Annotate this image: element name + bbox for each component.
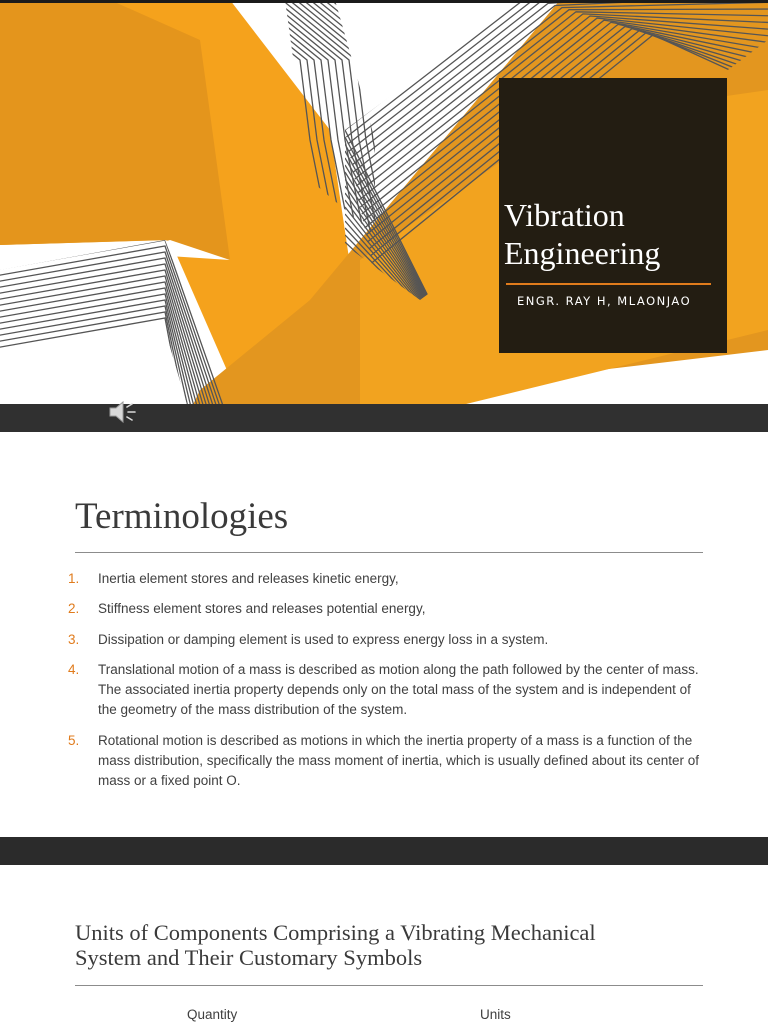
slide-title: Vibration Engineering [504,197,661,271]
terminology-list [68,569,708,802]
title-slide [0,0,768,432]
item-number: 2. [68,601,80,617]
speaker-icon[interactable] [104,396,140,428]
item-number: 3. [68,631,80,647]
item-number: 5. [68,732,80,748]
item-text: Rotational motion is described as motions in which the inertia property of a mass is a function of the mass distribution, specifically the mass moment of inertia, which is usually defined about its center of mass or a fixed point O. [98,732,700,789]
item-number: 4. [68,661,80,677]
list-item [68,569,708,589]
list-item [68,630,708,650]
list-item [68,660,708,721]
item-text: Translational motion of a mass is described as motion along the path followed by the center of mass. The associated inertia property depends only on the total mass of the system and is independent of the geometry of the mass distribution of the system. [98,661,699,718]
list-item [68,731,708,792]
slide-heading: Units of Components Comprising a Vibrating Mechanical System and Their Customary Symbols [75,920,596,970]
item-text: Dissipation or damping element is used to express energy loss in a system. [98,631,549,647]
column-header-units: Units [480,1007,511,1022]
column-header-quantity: Quantity [187,1007,238,1022]
item-number: 1. [68,571,80,586]
item-text: Inertia element stores and releases kinetic energy, [98,571,399,586]
list-item [68,599,708,619]
units-slide [0,865,768,1024]
heading-divider [75,552,703,553]
terminologies-slide [0,432,768,837]
slide-heading: Terminologies [75,496,289,537]
heading-divider [75,985,703,986]
slide-subtitle: ENGR. RAY H, MLAONJAO [517,294,692,308]
title-divider [506,283,711,285]
item-text: Stiffness element stores and releases potential energy, [98,601,426,617]
